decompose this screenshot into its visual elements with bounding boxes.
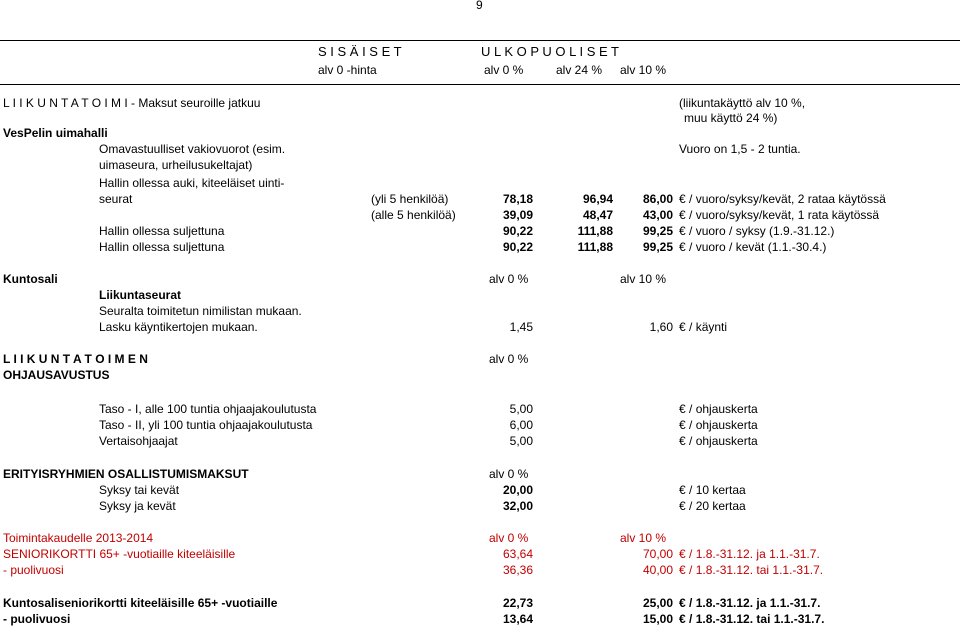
gym-senior-unit — [679, 596, 820, 610]
hall-open-line2: seurat — [99, 192, 133, 206]
row-price-vat24: 96,94 — [582, 192, 613, 206]
kuntosali-line2: Lasku käyntikertojen mukaan. — [99, 320, 258, 334]
ohjaus-row-unit-text: / ohjauskerta — [685, 434, 758, 448]
kuntosali-title: Kuntosali — [3, 272, 58, 286]
row-price-vat10: 86,00 — [642, 192, 673, 206]
erityis-row-value: 20,00 — [502, 483, 533, 497]
kuntosali-vat10: alv 10 % — [620, 272, 667, 286]
senior-half-unit — [679, 563, 823, 577]
vat-note-line2: muu käyttö 24 %) — [684, 111, 778, 125]
euro-sign: € — [679, 483, 686, 497]
page-number: 9 — [476, 0, 483, 12]
hall-open-line1: Hallin ollessa auki, kiteeläiset uinti- — [99, 176, 285, 190]
header-vat24: alv 24 % — [556, 63, 603, 77]
row-price-vat10: 99,25 — [642, 224, 673, 238]
row-unit — [679, 192, 886, 206]
regular-label-cont: uimaseura, urheilusukeltajat) — [99, 158, 253, 172]
gym-senior-half-vat0: 13,64 — [502, 612, 533, 626]
euro-sign: € — [679, 192, 686, 206]
ohjaus-row-label: Vertaisohjaajat — [99, 434, 178, 448]
erityis-vat0: alv 0 % — [489, 467, 529, 481]
row-cond: (yli 5 henkilöä) — [371, 192, 449, 206]
erityis-row-unit — [679, 499, 746, 513]
euro-sign: € — [679, 563, 686, 577]
senior-half-unit-text: / 1.8.-31.12. tai 1.1.-31.7. — [685, 563, 824, 577]
euro-sign: € — [679, 434, 686, 448]
row-unit — [679, 240, 826, 254]
senior-half-vat10: 40,00 — [642, 563, 673, 577]
ohjaus-row-value: 6,00 — [509, 418, 533, 432]
section-title-suffix: - Maksut seuroille jatkuu — [127, 96, 261, 110]
ohjaus-row-label: Taso - I, alle 100 tuntia ohjaajakoulutusta — [99, 402, 317, 416]
erityis-row-label: Syksy tai kevät — [99, 483, 180, 497]
ohjaus-row-unit — [679, 418, 758, 432]
ohjaus-row-unit-text: / ohjauskerta — [685, 418, 758, 432]
senior-card-vat10: 70,00 — [642, 547, 673, 561]
row-price-vat0: 90,22 — [502, 240, 533, 254]
gym-senior-half-label: - puolivuosi — [3, 612, 71, 626]
erityis-row-unit-text: / 10 kertaa — [685, 483, 746, 497]
regular-label: Omavastuulliset vakiovuorot (esim. — [99, 142, 286, 156]
senior-card-label: SENIORIKORTTI 65+ -vuotiaille kiteeläisille — [3, 547, 236, 561]
euro-sign: € — [679, 612, 686, 626]
erityis-row-value: 32,00 — [502, 499, 533, 513]
row-price-vat0: 78,18 — [502, 192, 533, 206]
venue-name: VesPelin uimahalli — [3, 126, 108, 140]
row-unit-text: / vuoro / syksy (1.9.-31.12.) — [685, 224, 835, 238]
ohjaus-row-unit-text: / ohjauskerta — [685, 402, 758, 416]
header-divider — [0, 84, 960, 85]
senior-half-label: - puolivuosi — [3, 563, 64, 577]
row-label: Hallin ollessa suljettuna — [99, 240, 225, 254]
ohjaus-vat0: alv 0 % — [489, 352, 529, 366]
row-label: Hallin ollessa suljettuna — [99, 224, 225, 238]
euro-sign: € — [679, 547, 686, 561]
ohjaus-row-label: Taso - II, yli 100 tuntia ohjaajakoulutusta — [99, 418, 313, 432]
row-price-vat10: 43,00 — [642, 208, 673, 222]
euro-sign: € — [679, 208, 686, 222]
season-vat10: alv 10 % — [620, 531, 667, 545]
gym-senior-half-unit — [679, 612, 824, 626]
senior-half-vat0: 36,36 — [502, 563, 533, 577]
senior-card-unit-text: / 1.8.-31.12. ja 1.1.-31.7. — [685, 547, 820, 561]
row-price-vat0: 90,22 — [502, 224, 533, 238]
row-price-vat0: 39,09 — [502, 208, 533, 222]
euro-sign: € — [679, 402, 686, 416]
euro-sign: € — [679, 596, 686, 610]
kuntosali-subtitle: Liikuntaseurat — [99, 288, 182, 302]
row-unit — [679, 208, 879, 222]
ohjaus-row-unit — [679, 402, 758, 416]
ohjaus-subtitle: OHJAUSAVUSTUS — [3, 368, 110, 382]
euro-sign: € — [679, 320, 686, 334]
regular-note: Vuoro on 1,5 - 2 tuntia. — [679, 142, 801, 156]
section-title — [3, 96, 260, 110]
kuntosali-line1: Seuralta toimitetun nimilistan mukaan. — [99, 304, 302, 318]
kuntosali-vat0: alv 0 % — [489, 272, 529, 286]
euro-sign: € — [679, 224, 686, 238]
header-vat10: alv 10 % — [620, 63, 667, 77]
header-ulkopuoliset: U L K O P U O L I S E T — [481, 44, 619, 59]
gym-senior-vat0: 22,73 — [502, 596, 533, 610]
ohjaus-title: L I I K U N T A T O I M E N — [3, 352, 148, 366]
row-cond: (alle 5 henkilöä) — [371, 208, 456, 222]
row-unit-text: / vuoro/syksy/kevät, 1 rata käytössä — [685, 208, 880, 222]
ohjaus-row-unit — [679, 434, 758, 448]
kuntosali-price-vat0: 1,45 — [509, 320, 533, 334]
season-vat0: alv 0 % — [489, 531, 529, 545]
gym-senior-unit-text: / 1.8.-31.12. ja 1.1.-31.7. — [685, 596, 821, 610]
gym-senior-vat10: 25,00 — [642, 596, 673, 610]
erityis-row-unit-text: / 20 kertaa — [685, 499, 746, 513]
erityis-row-label: Syksy ja kevät — [99, 499, 176, 513]
row-unit-text: / vuoro/syksy/kevät, 2 rataa käytössä — [685, 192, 886, 206]
euro-sign: € — [679, 418, 686, 432]
top-border — [0, 40, 960, 41]
ohjaus-row-value: 5,00 — [509, 434, 533, 448]
gym-senior-half-unit-text: / 1.8.-31.12. tai 1.1.-31.7. — [685, 612, 825, 626]
senior-card-unit — [679, 547, 820, 561]
senior-card-vat0: 63,64 — [502, 547, 533, 561]
vat-note-line1: (liikuntakäyttö alv 10 %, — [679, 96, 806, 110]
kuntosali-unit — [679, 320, 727, 334]
section-title-main: L I I K U N T A T O I M I — [3, 96, 128, 110]
ohjaus-row-value: 5,00 — [509, 402, 533, 416]
gym-senior-half-vat10: 15,00 — [642, 612, 673, 626]
row-unit-text: / vuoro / kevät (1.1.-30.4.) — [685, 240, 827, 254]
gym-senior-label: Kuntosaliseniorikortti kiteeläisille 65+ -vuotiaille — [3, 596, 278, 610]
erityis-title: ERITYISRYHMIEN OSALLISTUMISMAKSUT — [3, 467, 249, 481]
row-unit — [679, 224, 834, 238]
row-price-vat24: 111,88 — [577, 224, 613, 238]
header-sisaiset: S I S Ä I S E T — [318, 44, 402, 59]
kuntosali-unit-text: / käynti — [685, 320, 728, 334]
header-vat0: alv 0 % — [484, 63, 524, 77]
season-title: Toimintakaudelle 2013-2014 — [3, 531, 154, 545]
erityis-row-unit — [679, 483, 746, 497]
header-vat0-hinta: alv 0 -hinta — [318, 63, 377, 77]
row-price-vat10: 99,25 — [642, 240, 673, 254]
euro-sign: € — [679, 499, 686, 513]
kuntosali-price-vat10: 1,60 — [649, 320, 673, 334]
row-price-vat24: 48,47 — [582, 208, 613, 222]
row-price-vat24: 111,88 — [577, 240, 613, 254]
euro-sign: € — [679, 240, 686, 254]
